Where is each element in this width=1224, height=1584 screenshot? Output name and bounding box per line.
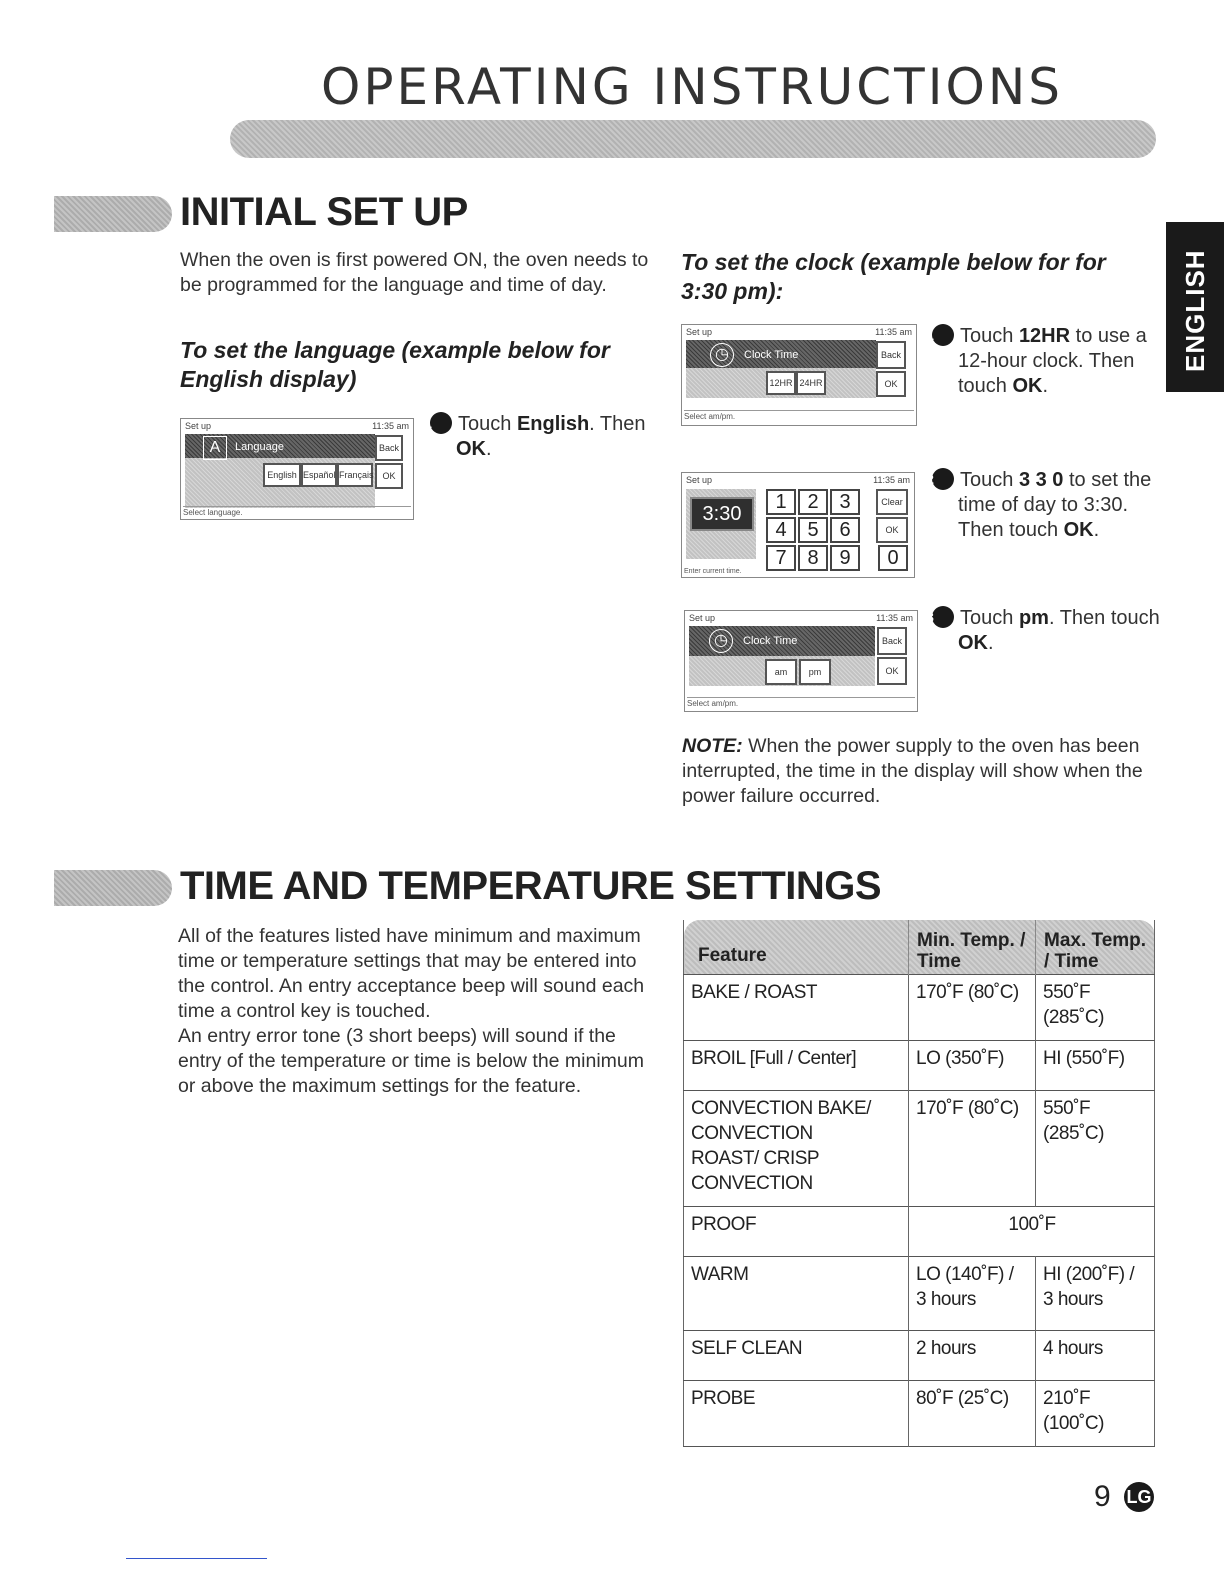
key-7[interactable]: 7 [766,545,796,571]
header-bar [230,120,1156,158]
footer-line [126,1558,267,1559]
page-number: 9 [1094,1480,1111,1513]
pm-button[interactable]: pm [799,659,831,685]
cell-feature: CONVECTION BAKE/ CONVECTION ROAST/ CRISP CONVECTION [684,1091,909,1207]
header-max: Max. Temp. / Time [1036,920,1155,975]
settings-table [683,920,1155,1447]
header-feature: Feature [684,920,909,975]
back-button[interactable]: Back [375,435,403,461]
table-row [684,1041,1155,1091]
clock-subhead: To set the clock (example below for for 3:30 pm): [681,249,1106,304]
table-row [684,975,1155,1041]
language-screen [180,418,414,520]
key-3[interactable]: 3 [830,489,860,515]
time-display: 3:30 [690,497,754,531]
ok-button[interactable]: OK [375,463,403,489]
am-button[interactable]: am [765,659,797,685]
am-pm-screen: Set up 11:35 am ◷ Clock Time am pm Back OK Select am/pm. [684,610,918,712]
screen-label: Language [235,441,284,453]
key-1[interactable]: 1 [766,489,796,515]
language-step-1: 1 Touch English. Then OK. [424,413,646,460]
screen-top-label: Set up [185,421,212,431]
side-tab-label: ENGLISH [1180,249,1210,372]
time-temp-intro: All of the features listed have minimum and maximum time or temperature settings that may be entered into the control. An entry acceptance beep will sound each time a control key is touched. An entry error tone (3 short beeps) will sound if the entry of the temperature or time is below the minimum or above the maximum settings for the feature. [178,925,645,1097]
power-failure-note: NOTE: When the power supply to the oven has been interrupted, the time in the display will show when the power failure occurred. [682,735,1143,807]
cell-feature: SELF CLEAN [684,1331,909,1381]
table-row [684,1207,1155,1257]
cell-min: LO (140˚F) / 3 hours [909,1257,1036,1331]
option-francais-button[interactable]: Français [337,463,373,487]
key-5[interactable]: 5 [798,517,828,543]
24hr-button[interactable]: 24HR [796,371,826,395]
clock-format-screen: Set up 11:35 am ◷ Clock Time 12HR 24HR Back OK Select am/pm. [681,324,917,426]
ok-button[interactable]: OK [876,517,908,543]
cell-feature: WARM [684,1257,909,1331]
cell-max: 210˚F (100˚C) [1036,1381,1155,1447]
table-row [684,1331,1155,1381]
table-row [684,1381,1155,1447]
cell-max: 550˚F (285˚C) [1036,1091,1155,1207]
table-row [684,1091,1155,1207]
cell-min: 170˚F (80˚C) [909,975,1036,1041]
clock-icon: ◷ [709,629,733,653]
header-min: Min. Temp. / Time [909,920,1036,975]
section-title-time-temp: TIME AND TEMPERATURE SETTINGS [180,864,882,908]
key-0[interactable]: 0 [878,545,908,571]
clear-button[interactable]: Clear [876,489,908,515]
lg-logo-icon: LG [1124,1482,1154,1512]
language-icon: A [203,436,227,460]
key-8[interactable]: 8 [798,545,828,571]
section-pill-initial-setup [54,196,172,232]
clock-icon: ◷ [710,343,734,367]
initial-setup-intro: When the oven is first powered ON, the oven needs to be programmed for the language and time of day. [180,249,649,296]
step-number: 1 [430,412,452,434]
section-title-initial-setup: INITIAL SET UP [180,190,468,234]
ok-button[interactable]: OK [877,657,907,685]
screen-footer: Enter current time. [684,568,742,575]
note-label: NOTE: [682,735,743,757]
table-row [684,1257,1155,1331]
cell-max: HI (550˚F) [1036,1041,1155,1091]
cell-max: 4 hours [1036,1331,1155,1381]
screen-time: 11:35 am [372,421,409,431]
cell-feature: PROOF [684,1207,909,1257]
cell-feature: PROBE [684,1381,909,1447]
page-header-title: OPERATING INSTRUCTIONS [321,58,1063,116]
time-keypad-screen: Set up 11:35 am 3:30 1 2 3 4 5 6 7 8 9 0 Clear OK Enter current time. [681,472,915,578]
cell-min: 2 hours [909,1331,1036,1381]
screen-footer: Select language. [183,506,411,517]
cell-span: 100˚F [909,1207,1155,1257]
cell-max: 550˚F (285˚C) [1036,975,1155,1041]
cell-min: LO (350˚F) [909,1041,1036,1091]
key-4[interactable]: 4 [766,517,796,543]
clock-step-2: 2 Touch 3 3 0 to set the time of day to 3:30. Then touch OK. [926,469,1152,541]
option-espanol-button[interactable]: Español [301,463,337,487]
cell-min: 80˚F (25˚C) [909,1381,1036,1447]
cell-max: HI (200˚F) / 3 hours [1036,1257,1155,1331]
section-pill-time-temp [54,870,172,906]
key-2[interactable]: 2 [798,489,828,515]
cell-min: 170˚F (80˚C) [909,1091,1036,1207]
back-button[interactable]: Back [877,627,907,655]
table-header-row [684,920,1155,975]
cell-feature: BAKE / ROAST [684,975,909,1041]
back-button[interactable]: Back [876,341,906,369]
key-6[interactable]: 6 [830,517,860,543]
ok-button[interactable]: OK [876,371,906,397]
cell-feature: BROIL [Full / Center] [684,1041,909,1091]
key-9[interactable]: 9 [830,545,860,571]
option-english-button[interactable]: English [263,463,301,487]
12hr-button[interactable]: 12HR [766,371,796,395]
clock-step-1: 1 Touch 12HR to use a 12-hour clock. Then touch OK. [926,325,1147,397]
language-subhead: To set the language (example below for English display) [180,337,610,392]
clock-step-3: 3 Touch pm. Then touch OK. [926,607,1160,654]
